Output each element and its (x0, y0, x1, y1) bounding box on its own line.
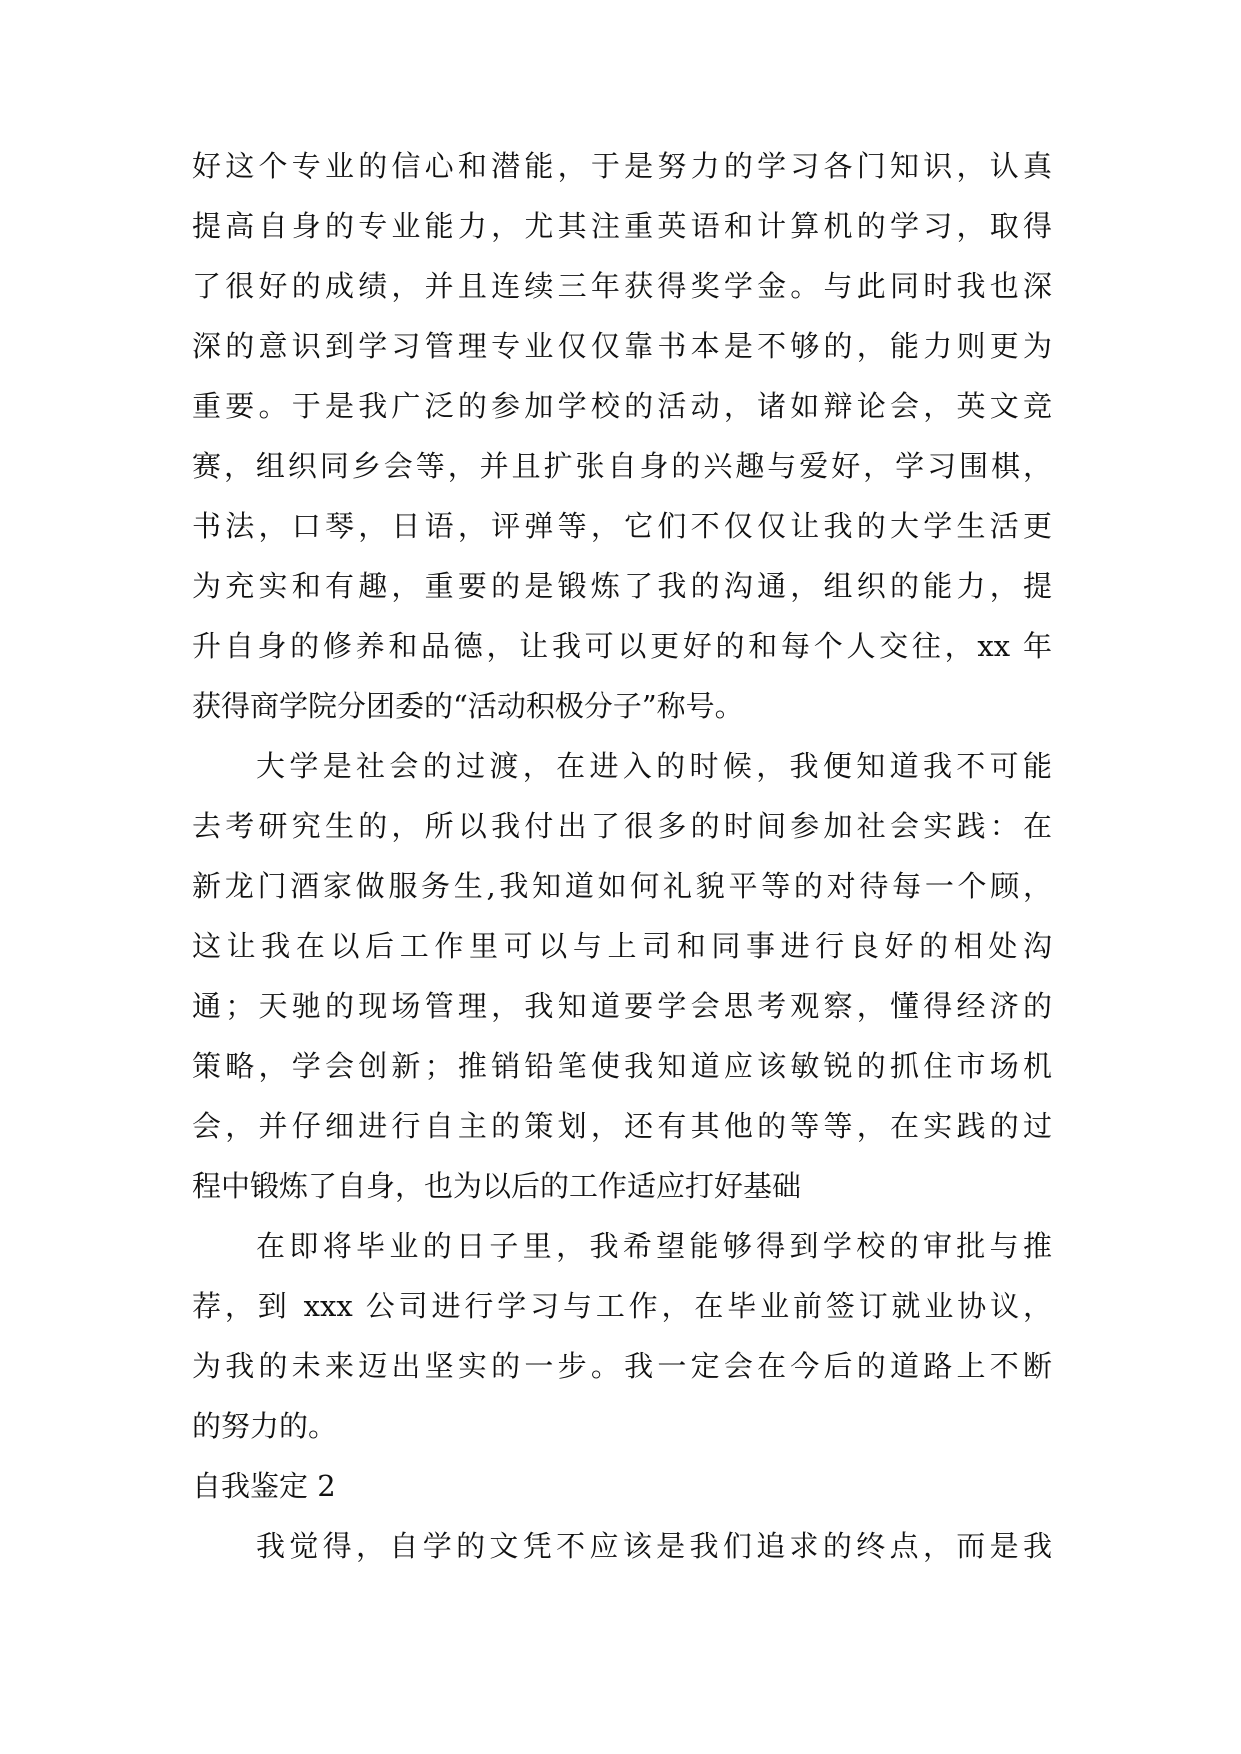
paragraph-line: 大学是社会的过渡，在进入的时候，我便知道我不可能 (256, 749, 1052, 783)
paragraph-line: 深的意识到学习管理专业仅仅靠书本是不够的，能力则更为 (192, 329, 1052, 363)
paragraph-line: 获得商学院分团委的“活动积极分子”称号。 (192, 689, 744, 723)
paragraph-line: 这让我在以后工作里可以与上司和同事进行良好的相处沟 (192, 929, 1052, 963)
paragraph-line: 提高自身的专业能力，尤其注重英语和计算机的学习，取得 (192, 209, 1052, 243)
paragraph-line: 为我的未来迈出坚实的一步。我一定会在今后的道路上不断 (192, 1349, 1052, 1383)
paragraph-line: 好这个专业的信心和潜能，于是努力的学习各门知识，认真 (192, 149, 1052, 183)
paragraph-line: 我觉得，自学的文凭不应该是我们追求的终点，而是我 (256, 1529, 1052, 1563)
paragraph-line: 书法，口琴，日语，评弹等，它们不仅仅让我的大学生活更 (192, 509, 1052, 543)
paragraph-line: 了很好的成绩，并且连续三年获得奖学金。与此同时我也深 (192, 269, 1052, 303)
paragraph-line: 新龙门酒家做服务生,我知道如何礼貌平等的对待每一个顾， (192, 869, 1052, 903)
paragraph-line: 赛，组织同乡会等，并且扩张自身的兴趣与爱好，学习围棋， (192, 449, 1052, 483)
paragraph-line: 程中锻炼了自身，也为以后的工作适应打好基础 (192, 1169, 802, 1203)
paragraph-line: 为充实和有趣，重要的是锻炼了我的沟通，组织的能力，提 (192, 569, 1052, 603)
paragraph-line: 会，并仔细进行自主的策划，还有其他的等等，在实践的过 (192, 1109, 1052, 1143)
paragraph-line: 重要。于是我广泛的参加学校的活动，诸如辩论会，英文竞 (192, 389, 1052, 423)
paragraph-line: 的努力的。 (192, 1409, 338, 1443)
section-heading: 自我鉴定 2 (192, 1469, 336, 1503)
paragraph-line: 去考研究生的，所以我付出了很多的时间参加社会实践：在 (192, 809, 1052, 843)
paragraph-line: 升自身的修养和品德，让我可以更好的和每个人交往，xx 年 (192, 629, 1052, 663)
paragraph-line: 在即将毕业的日子里，我希望能够得到学校的审批与推 (256, 1229, 1052, 1263)
paragraph-line: 荐，到 xxx 公司进行学习与工作，在毕业前签订就业协议， (192, 1289, 1052, 1323)
paragraph-line: 策略，学会创新；推销铅笔使我知道应该敏锐的抓住市场机 (192, 1049, 1052, 1083)
paragraph-line: 通；天驰的现场管理，我知道要学会思考观察，懂得经济的 (192, 989, 1052, 1023)
